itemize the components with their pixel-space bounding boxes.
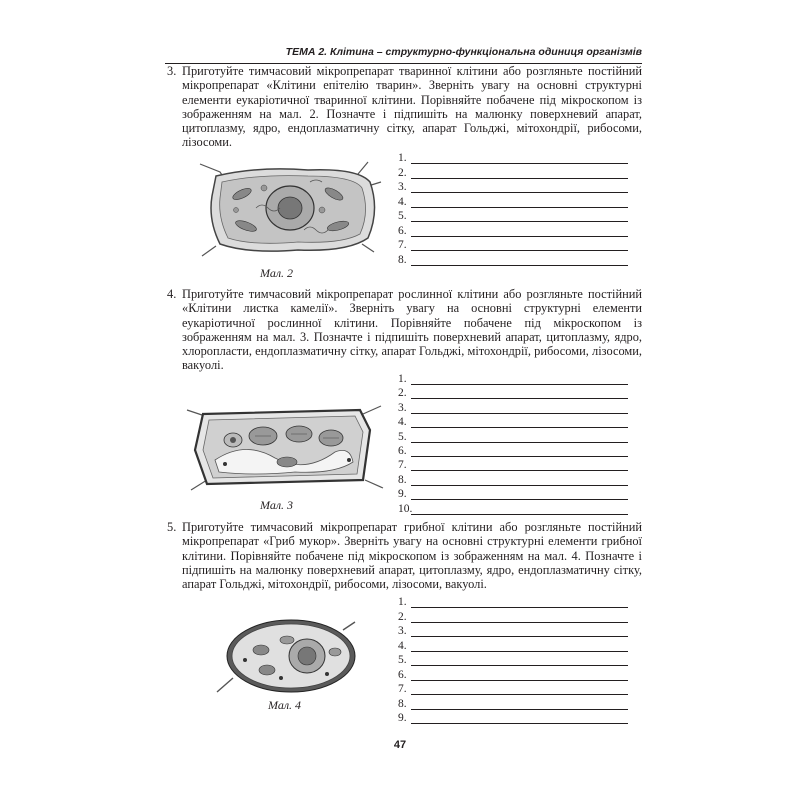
answer-line[interactable] <box>398 698 628 712</box>
answer-line[interactable] <box>398 373 628 387</box>
line-number: 8. <box>398 473 407 486</box>
answer-line[interactable] <box>398 167 628 181</box>
answer-line[interactable] <box>398 712 628 726</box>
plant-cell-drawing <box>185 400 385 495</box>
animal-cell-drawing <box>198 160 383 260</box>
line-number: 3. <box>398 625 407 637</box>
answer-line[interactable] <box>398 503 628 517</box>
task-3 <box>167 64 642 150</box>
answer-line[interactable] <box>398 488 628 502</box>
line-number: 5. <box>398 210 407 222</box>
task-4 <box>167 287 642 373</box>
line-number: 3. <box>398 401 407 414</box>
running-header <box>165 45 642 64</box>
line-number: 6. <box>398 668 407 681</box>
answer-line[interactable] <box>398 181 628 195</box>
answer-line[interactable] <box>398 654 628 668</box>
task-number: 4. <box>167 287 177 301</box>
line-number: 2. <box>398 387 407 400</box>
task-text: Приготуйте тимчасовий мікропрепарат тваринної клітини або розгляньте постійний мікропрепарат «Клітини епітелію тварин». Зверніть увагу на основні структурні елементи еукаріотичної тваринної клітини. Порівняйте побачене під мікроскопом із зображенням на мал. 2. Позначте і підпишіть на малюнку поверхневий апарат, цитоплазму, ядро, ендоплазматичну сітку, апарат Гольджі, мітохондрії, рибосоми, лізосоми. <box>182 64 642 150</box>
answer-line[interactable] <box>398 152 628 166</box>
line-number: 6. <box>398 445 407 457</box>
answer-line[interactable] <box>398 239 628 253</box>
line-number: 5. <box>398 654 407 666</box>
page-number: 47 <box>393 739 407 751</box>
line-number: 10. <box>398 502 413 515</box>
figure-caption: Мал. 2 <box>260 266 294 280</box>
answer-line[interactable] <box>398 402 628 416</box>
line-number: 7. <box>398 239 407 251</box>
line-number: 7. <box>398 459 407 472</box>
answer-line[interactable] <box>398 683 628 697</box>
line-number: 2. <box>398 610 407 623</box>
answer-line[interactable] <box>398 387 628 401</box>
header-title: ТЕМА 2. Клітина – структурно-функціональна одиниця організмів <box>285 46 642 58</box>
answer-line[interactable] <box>398 611 628 625</box>
answer-line[interactable] <box>398 431 628 445</box>
answer-line[interactable] <box>398 474 628 488</box>
line-number: 3. <box>398 181 407 193</box>
answer-line[interactable] <box>398 445 628 459</box>
line-number: 5. <box>398 430 407 443</box>
answer-line[interactable] <box>398 416 628 430</box>
answer-line[interactable] <box>398 596 628 610</box>
line-number: 9. <box>398 488 407 501</box>
answer-line[interactable] <box>398 669 628 683</box>
answer-line[interactable] <box>398 459 628 473</box>
fungal-cell-drawing <box>215 612 365 700</box>
line-number: 1. <box>398 152 407 164</box>
answer-line[interactable] <box>398 210 628 224</box>
figure-caption: Мал. 3 <box>260 498 294 512</box>
line-number: 8. <box>398 253 407 266</box>
answer-line[interactable] <box>398 225 628 239</box>
task-number: 3. <box>167 64 177 78</box>
task-5 <box>167 520 642 591</box>
task-text: Приготуйте тимчасовий мікропрепарат грибної клітини або розгляньте постійний мікропрепарат «Гриб мукор». Зверніть увагу на основні структурні елементи грибної клітини. Порівняйте побачене під мікроскопом із зображенням на мал. 4. Позначте і підпишіть на малюнку поверхневий апарат, цитоплазму, ядро, ендоплазматичну сітку, апарат Гольджі, мітохондрії, рибосоми, лізосоми, вакуолі. <box>182 520 642 592</box>
line-number: 8. <box>398 697 407 710</box>
line-number: 4. <box>398 416 407 429</box>
line-number: 6. <box>398 224 407 237</box>
line-number: 7. <box>398 683 407 695</box>
answer-line[interactable] <box>398 640 628 654</box>
line-number: 9. <box>398 712 407 724</box>
answer-line[interactable] <box>398 625 628 639</box>
task-number: 5. <box>167 520 177 534</box>
figure-caption: Мал. 4 <box>268 698 302 712</box>
answer-line[interactable] <box>398 254 628 268</box>
answer-line[interactable] <box>398 196 628 210</box>
line-number: 1. <box>398 596 407 608</box>
line-number: 4. <box>398 639 407 652</box>
line-number: 1. <box>398 373 407 385</box>
line-number: 2. <box>398 166 407 179</box>
task-text: Приготуйте тимчасовий мікропрепарат рослинної клітини або розгляньте постійний «Клітини листка камелії». Зверніть увагу на основні структурні елементи еукаріотичної рослинної клітини. Порівняйте побачене під мікроскопом із зображенням на мал. 3. Позначте і підпишіть поверхневий апарат, цитоплазму, ядро, хлоропласти, ендоплазматичну сітку, апарат Гольджі, мітохондрії, рибосоми, лізосоми, вакуолі. <box>182 287 642 373</box>
line-number: 4. <box>398 195 407 208</box>
